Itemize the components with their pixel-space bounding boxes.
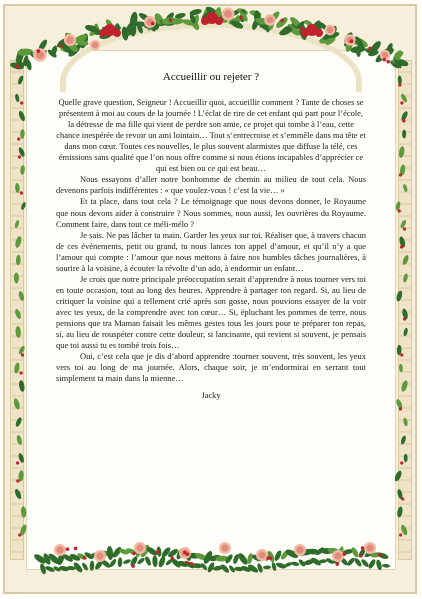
leaf-shape [18,110,27,122]
rose-center-shape [334,552,341,559]
berry-shape [59,44,63,48]
berry-shape [170,556,174,560]
leaf-shape [14,308,22,319]
berry-shape [399,173,402,176]
leaf-shape [402,183,408,192]
leaf-shape [157,555,166,568]
leaf-shape [152,555,158,567]
leaf-shape [15,183,20,193]
leaf-shape [18,345,26,355]
berry-shape [74,547,78,551]
leaf-shape [393,470,402,483]
leaf-shape [174,12,186,19]
berry-shape [190,562,194,566]
leaf-shape [144,556,152,567]
leaf-shape [45,565,56,573]
leaf-shape [14,236,22,249]
berry-shape [386,60,390,64]
leaf-shape [273,549,282,561]
rose-center-shape [366,544,373,551]
rose-center-shape [221,544,228,551]
berry-shape [361,546,365,550]
paragraph: Oui, c’est cela que je dis d’abord apprendre :tourner souvent, très souvent, les yeux vers toi au long de ma journée. Alors, chaque soir, je m’endormirai en serrant tout simplement ta main dans la mienne… [56,351,366,384]
leaf-shape [13,398,21,410]
leaf-shape [118,557,123,567]
signature: Jacky [201,390,221,401]
leaf-shape [20,202,26,211]
berry-shape [400,101,403,104]
leaf-shape [367,558,377,569]
berry-shape [336,562,340,566]
berry-shape [399,533,402,536]
berry-shape [183,551,187,555]
berry-shape [18,533,21,536]
leaf-shape [18,380,25,392]
berry-shape [398,83,401,86]
rose-center-shape [327,27,333,33]
berry-shape [280,19,284,23]
leaf-shape [16,434,23,445]
berry-shape [18,155,21,158]
leaf-shape [14,488,23,500]
leaf-shape [396,290,404,302]
rose-center-shape [267,17,274,24]
berry-shape [342,552,346,556]
rose-center-shape [92,42,98,48]
leaf-shape [15,416,23,427]
leaf-shape [14,220,20,229]
leaf-shape [20,165,26,175]
leaf-shape [18,290,25,301]
rose-center-shape [136,544,143,551]
berry-shape [398,209,401,212]
leaf-shape [263,565,271,569]
berry-shape [359,554,363,558]
berry-shape [19,371,22,374]
berry-shape [131,564,135,568]
leaf-shape [398,146,405,158]
leaf-shape [382,564,390,568]
berry-shape [300,27,304,31]
berry-shape [239,16,243,20]
leaf-shape [397,506,404,518]
leaf-shape [402,273,408,283]
leaf-shape [136,557,145,565]
berry-shape [169,18,173,22]
berry-shape [269,556,273,560]
leaf-shape [90,561,95,571]
rose-center-shape [296,546,303,553]
berry-shape [368,47,372,51]
rose-center-shape [66,36,73,43]
berry-shape [156,550,160,554]
leaf-shape [399,219,407,229]
leaf-shape [20,129,25,139]
rose-center-shape [224,10,232,18]
leaf-shape [16,255,21,266]
berry-shape [400,245,403,248]
ribbon-bow-shape [113,29,121,37]
paragraph: Nous essayons d’aller notre bonhomme de chemin au milieu de tout cela. Nous devenons parfois indifférentes : « que voulez-vous ! c’est la vie… » [56,174,366,196]
leaf-shape [399,364,403,373]
rose-center-shape [258,551,265,558]
leaf-shape [346,557,356,567]
leaf-shape [404,454,408,462]
berry-shape [151,22,155,26]
paragraph: Je crois que notre principale préoccupation serait d’apprendre à nous tourner vers toi en toute occasion, tout au long des heures. Apprendre à partager ton regard. Si, au lieu de critiquer la voisine qui a tellement crié après son gosse, nous pouvions essayer de la voir avec tes yeux, de la comprendre avec ton cœur… Si, épluchant les pommes de terre, nous pensions que tra Maman faisait les mêmes gestes tous les jours pour te préparer ton repas, si, au lieu de rouspéter contre cette douleur, si lancinante, qui revient si souvent, je pensais que toi aussi tu es tombé trois fois… [56,273,366,351]
berry-shape [36,49,40,53]
leaf-shape [39,563,47,575]
berry-shape [400,461,403,464]
paragraph: Quelle grave question, Seigneur ! Accueillir quoi, accueillir comment ? Tante de choses se présentent à moi au cours de la journée ! L’éclat de rire de cet enfant qui part pour l’école, la détresse de ma fille qui vient de perdre son amie, ce projet qui tombe à l’eau, cette chance inespérée de revoir un ami lointain… Tout s’entrecroise et s’emmêle dans ma tête et dans mon cœur. Toutes ces nouvelles, le plus souvent alarmistes que diffuse la télé, ces émissions sans qualité que l’on nous offre comme si nous étions incapables d’apprécier ce qui est bien ou ce qui est beau… [56,97,366,174]
berry-shape [132,552,136,556]
berry-shape [208,18,212,22]
berry-shape [17,137,20,140]
berry-shape [21,353,24,356]
berry-shape [15,65,19,69]
berry-shape [317,33,321,37]
rose-center-shape [96,552,103,559]
leaf-shape [290,561,299,566]
leaf-shape [14,272,19,283]
leaf-shape [14,93,20,102]
leaf-shape [14,362,21,374]
berry-shape [16,461,19,464]
berry-shape [378,553,382,557]
ribbon-bow-shape [201,17,209,25]
berry-shape [403,227,406,230]
rose-center-shape [382,52,388,58]
berry-shape [20,191,23,194]
berry-shape [185,561,189,565]
leaf-shape [402,254,410,265]
berry-shape [402,119,405,122]
leaf-shape [15,326,21,338]
leaf-shape [402,130,406,139]
leaf-shape [375,559,382,571]
berry-shape [16,479,19,482]
berry-shape [403,317,406,320]
leaf-shape [400,435,407,445]
berry-shape [382,58,386,62]
leaf-shape [21,506,27,518]
leaf-shape [360,558,370,568]
leaf-shape [403,327,409,336]
leaf-shape [17,75,24,85]
berry-shape [399,407,402,410]
leaf-shape [271,562,277,572]
berry-shape [400,353,403,356]
paragraph: Et ta place, dans tout cela ? Le témoignage que nous devons donner, le Royaume que nous devons aider à construire ? Nous sommes, nous aussi, les ouvrières du Royaume. Comment faire, dans tout ce méli-mélo ? [56,196,366,229]
berry-shape [66,547,70,551]
document-title: Accueillir ou rejeter ? [162,71,260,83]
leaf-shape [123,558,132,564]
berry-shape [350,39,354,43]
leaf-shape [237,552,249,566]
berry-shape [401,497,404,500]
paragraph: Je sais. Ne pas lâcher ta main. Garder les yeux sur toi. Réaliser que, à travers chacun de ces événements, petit ou grand, tu nous lances ton appel d’amour, et qu’il n’y a que l’amour qui compte : l’amour que nous mettons à faire nos humbles tâches journalières, à sourire à la voisine, à écouter la révolte d’un ado, à endormir un enfant… [56,229,366,273]
leaf-shape [353,557,363,568]
ribbon-bow-shape [99,29,107,37]
berry-shape [20,101,23,104]
ribbon-bow-shape [215,17,223,25]
leaf-shape [400,380,409,393]
leaf-shape [397,75,402,84]
leaf-shape [403,417,409,426]
leaf-shape [106,546,114,560]
poem-body [56,72,366,401]
rose-center-shape [56,546,63,553]
berry-shape [82,556,86,560]
leaf-shape [395,201,401,211]
